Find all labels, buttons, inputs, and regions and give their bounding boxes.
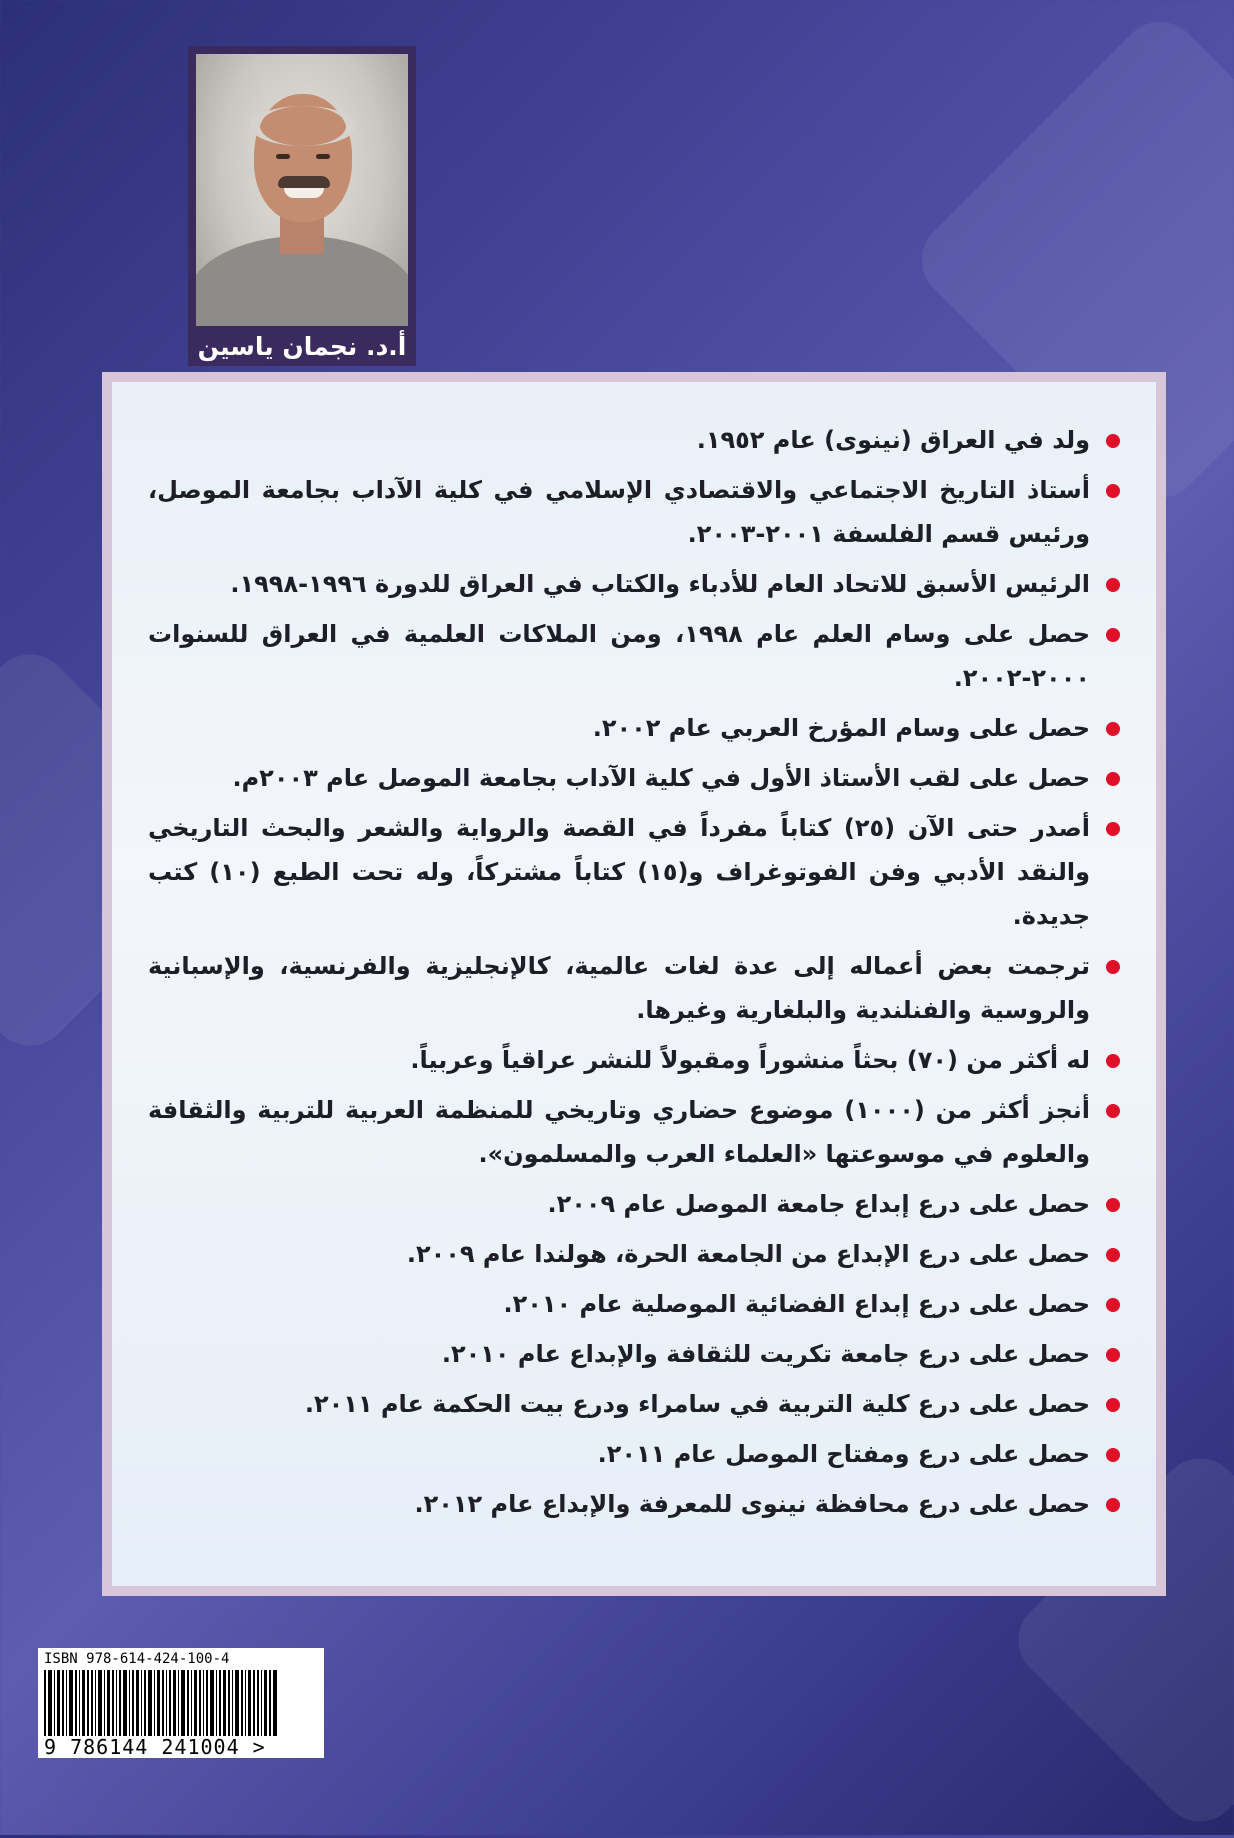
bullet-icon — [1106, 628, 1120, 642]
isbn-barcode-box — [38, 1648, 324, 1758]
bio-item: حصل على درع محافظة نينوى للمعرفة والإبداع عام ٢٠١٢. — [148, 1482, 1120, 1526]
bio-item: ولد في العراق (نينوى) عام ١٩٥٢. — [148, 418, 1120, 462]
bullet-icon — [1106, 1054, 1120, 1068]
bio-item: حصل على وسام العلم عام ١٩٩٨، ومن الملاكات العلمية في العراق للسنوات ٢٠٠٠-٢٠٠٢. — [148, 612, 1120, 700]
bullet-icon — [1106, 1498, 1120, 1512]
bio-item: له أكثر من (٧٠) بحثاً منشوراً ومقبولاً للنشر عراقياً وعربياً. — [148, 1038, 1120, 1082]
bio-item: الرئيس الأسبق للاتحاد العام للأدباء والكتاب في العراق للدورة ١٩٩٦-١٩٩٨. — [148, 562, 1120, 606]
biography-panel — [102, 372, 1166, 1596]
bio-item: أنجز أكثر من (١٠٠٠) موضوع حضاري وتاريخي للمنظمة العربية للتربية والثقافة والعلوم في موسوعتها «العلماء العرب والمسلمون». — [148, 1088, 1120, 1176]
bullet-icon — [1106, 960, 1120, 974]
author-name: أ.د. نجمان ياسين — [197, 332, 407, 361]
bullet-icon — [1106, 722, 1120, 736]
isbn-label: ISBN 978-614-424-100-4 — [44, 1651, 230, 1667]
bullet-icon — [1106, 1198, 1120, 1212]
biography-list — [148, 418, 1120, 1532]
bullet-icon — [1106, 1348, 1120, 1362]
bio-item: حصل على وسام المؤرخ العربي عام ٢٠٠٢. — [148, 706, 1120, 750]
bio-item: حصل على درع جامعة تكريت للثقافة والإبداع عام ٢٠١٠. — [148, 1332, 1120, 1376]
isbn-digits: 9 786144 241004 > — [44, 1735, 266, 1759]
author-photo — [196, 54, 408, 326]
bio-item: حصل على درع كلية التربية في سامراء ودرع بيت الحكمة عام ٢٠١١. — [148, 1382, 1120, 1426]
bullet-icon — [1106, 578, 1120, 592]
bio-item: حصل على لقب الأستاذ الأول في كلية الآداب بجامعة الموصل عام ٢٠٠٣م. — [148, 756, 1120, 800]
bullet-icon — [1106, 1104, 1120, 1118]
bullet-icon — [1106, 772, 1120, 786]
bullet-icon — [1106, 1398, 1120, 1412]
bullet-icon — [1106, 822, 1120, 836]
bullet-icon — [1106, 484, 1120, 498]
bullet-icon — [1106, 1298, 1120, 1312]
bio-item: حصل على درع إبداع جامعة الموصل عام ٢٠٠٩. — [148, 1182, 1120, 1226]
bio-item: حصل على درع ومفتاح الموصل عام ٢٠١١. — [148, 1432, 1120, 1476]
bio-item: حصل على درع الإبداع من الجامعة الحرة، هولندا عام ٢٠٠٩. — [148, 1232, 1120, 1276]
bio-item: أصدر حتى الآن (٢٥) كتاباً مفرداً في القصة والرواية والشعر والبحث التاريخي والنقد الأدبي وفن الفوتوغراف و(١٥) كتاباً مشتركاً، وله تحت الطبع (١٠) كتب جديدة. — [148, 806, 1120, 938]
bio-item: حصل على درع إبداع الفضائية الموصلية عام ٢٠١٠. — [148, 1282, 1120, 1326]
barcode-icon — [44, 1670, 318, 1736]
bio-item: أستاذ التاريخ الاجتماعي والاقتصادي الإسلامي في كلية الآداب بجامعة الموصل، ورئيس قسم الفلسفة ٢٠٠١-٢٠٠٣. — [148, 468, 1120, 556]
bullet-icon — [1106, 1248, 1120, 1262]
bullet-icon — [1106, 434, 1120, 448]
author-photo-frame — [188, 46, 416, 366]
bio-item: ترجمت بعض أعماله إلى عدة لغات عالمية، كالإنجليزية والفرنسية، والإسبانية والروسية والفنلندية والبلغارية وغيرها. — [148, 944, 1120, 1032]
bullet-icon — [1106, 1448, 1120, 1462]
